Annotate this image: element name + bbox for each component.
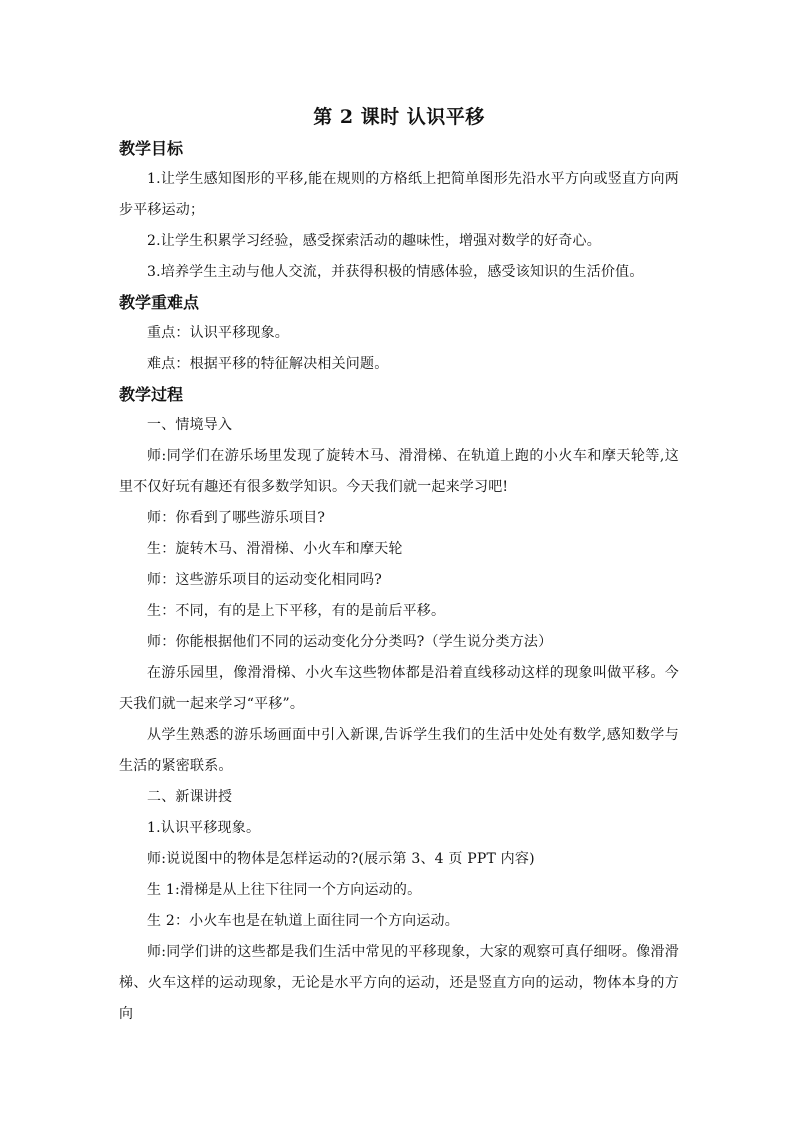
paragraph: 师:同学们在游乐场里发现了旋转木马、滑滑梯、在轨道上跑的小火车和摩天轮等,这里不仅好玩有趣还有很多数学知识。今天我们就一起来学习吧! [119, 448, 679, 495]
paragraph: 师：你能根据他们不同的运动变化分分类吗?（学生说分类方法） [147, 634, 553, 650]
paragraph: 师：你看到了哪些游乐项目? [147, 510, 326, 526]
section-heading: 教学目标 [119, 139, 184, 158]
paragraph: 1.让学生感知图形的平移,能在规则的方格纸上把简单图形先沿水平方向或竖直方向两步平移运动； [119, 171, 679, 218]
section-teaching-goals [119, 138, 679, 288]
paragraph: 二、新课讲授 [147, 789, 233, 805]
paragraph: 从学生熟悉的游乐场画面中引入新课,告诉学生我们的生活中处处有数学,感知数学与生活的紧密联系。 [119, 727, 679, 774]
section-teaching-process [119, 384, 679, 1030]
paragraph: 1.认识平移现象。 [147, 820, 261, 836]
section-heading: 教学重难点 [119, 293, 200, 312]
document-page [119, 104, 679, 1030]
paragraph: 师:同学们讲的这些都是我们生活中常见的平移现象，大家的观察可真仔细呀。像滑滑梯、火车这样的运动现象，无论是水平方向的运动，还是竖直方向的运动，物体本身的方向 [119, 944, 679, 1022]
section-heading: 教学过程 [119, 385, 184, 404]
paragraph: 重点：认识平移现象。 [147, 325, 289, 341]
paragraph: 生：旋转木马、滑滑梯、小火车和摩天轮 [147, 541, 403, 557]
paragraph: 生 1:滑梯是从上往下往同一个方向运动的。 [147, 882, 422, 898]
paragraph: 2.让学生积累学习经验，感受探索活动的趣味性，增强对数学的好奇心。 [147, 233, 601, 249]
paragraph: 在游乐园里，像滑滑梯、小火车这些物体都是沿着直线移动这样的现象叫做平移。今天我们就一起来学习“平移”。 [119, 665, 679, 712]
paragraph: 生：不同，有的是上下平移，有的是前后平移。 [147, 603, 446, 619]
paragraph: 师：这些游乐项目的运动变化相同吗? [147, 572, 382, 588]
paragraph: 一、情境导入 [147, 417, 233, 433]
paragraph: 师:说说图中的物体是怎样运动的?(展示第 3、4 页 PPT 内容) [147, 851, 535, 867]
section-key-points [119, 292, 679, 380]
paragraph: 生 2：小火车也是在轨道上面往同一个方向运动。 [147, 913, 459, 929]
lesson-title: 第 2 课时 认识平移 [313, 106, 485, 128]
paragraph: 3.培养学生主动与他人交流，并获得积极的情感体验，感受该知识的生活价值。 [147, 264, 644, 280]
paragraph: 难点：根据平移的特征解决相关问题。 [147, 356, 389, 372]
